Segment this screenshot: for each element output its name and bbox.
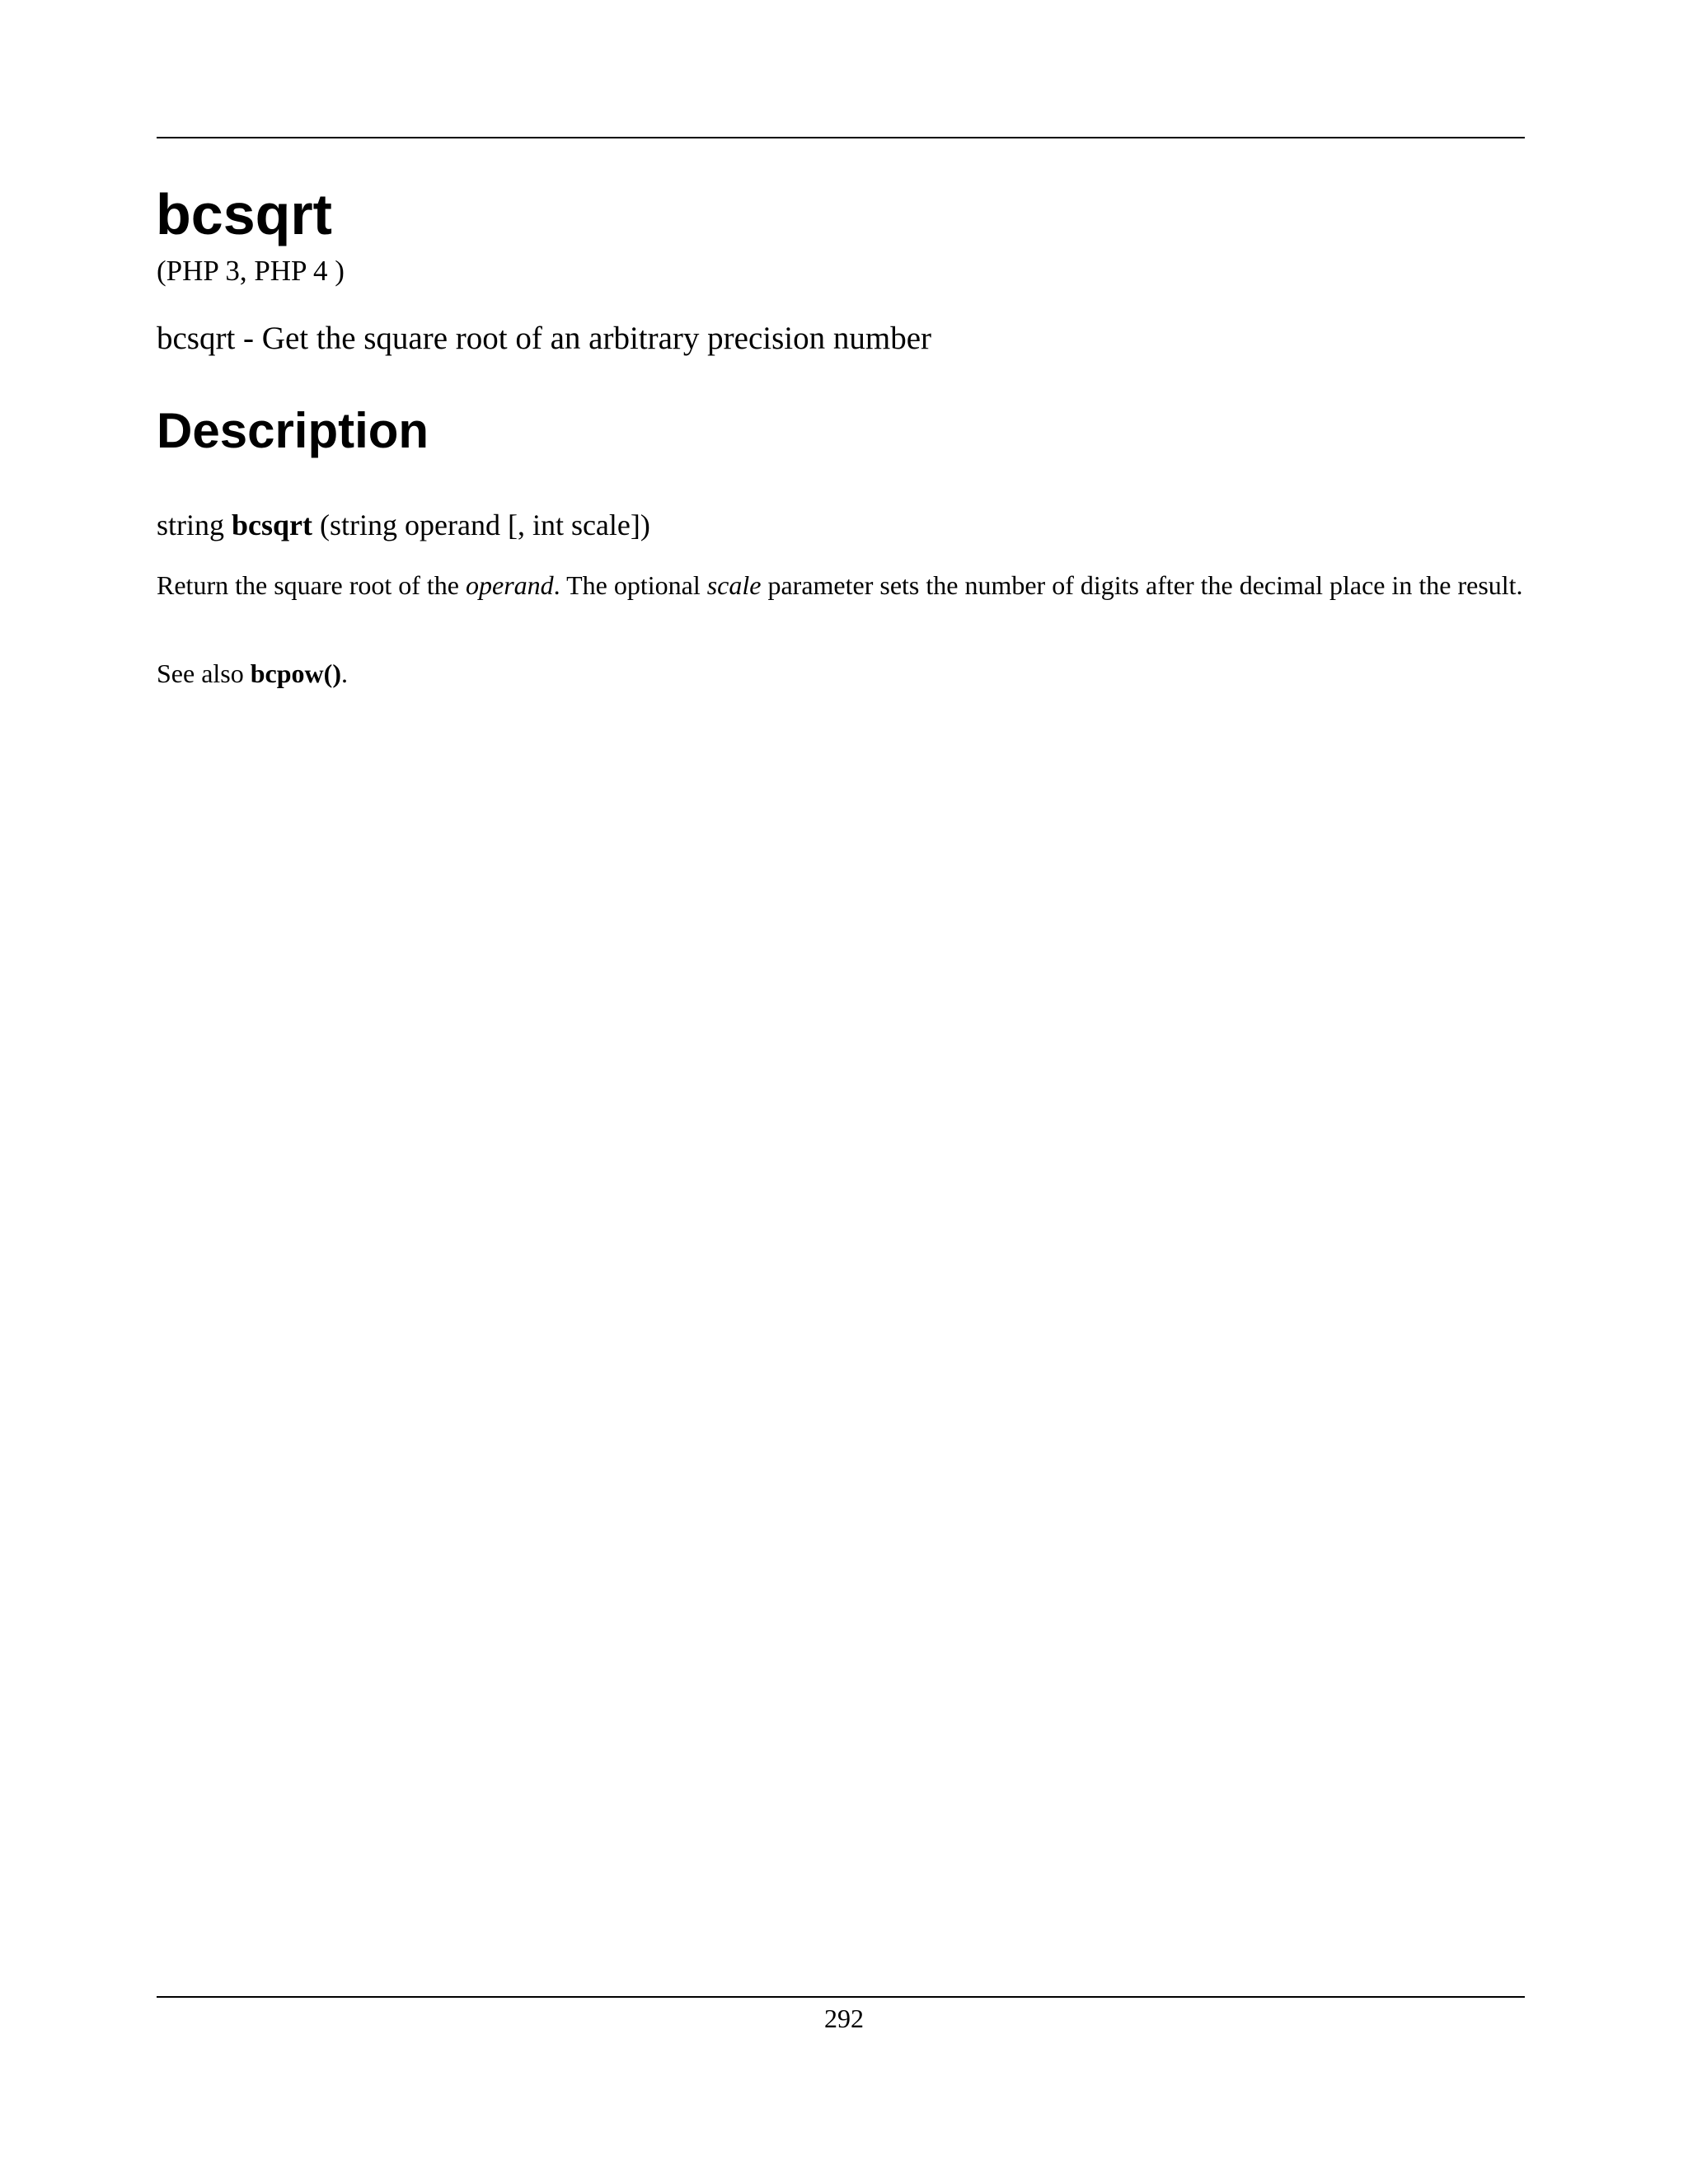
footer-rule [157, 1996, 1525, 1998]
description-heading: Description [157, 403, 429, 458]
header-rule [157, 137, 1525, 138]
return-description [157, 570, 1525, 600]
synopsis-function-name: bcsqrt [232, 509, 313, 541]
synopsis-params: (string operand [, int scale]) [320, 509, 650, 541]
return-text-1: Return the square root of the [157, 570, 466, 600]
page-number: 292 [824, 2004, 864, 2033]
see-also-suffix: . [340, 658, 348, 688]
see-also [157, 658, 1525, 688]
see-also-prefix: See also [157, 658, 251, 688]
param-operand: operand [466, 570, 554, 600]
synopsis-return-type: string [157, 509, 225, 541]
php-versions: (PHP 3, PHP 4 ) [157, 255, 345, 287]
return-text-2: . The optional [553, 570, 707, 600]
return-text-3: parameter sets the number of digits after the decimal place in the result. [761, 570, 1523, 600]
function-purpose: bcsqrt - Get the square root of an arbitrary precision number [157, 321, 931, 356]
function-title: bcsqrt [156, 182, 332, 246]
param-scale: scale [706, 570, 762, 600]
function-synopsis [157, 509, 650, 542]
see-also-link[interactable]: bcpow() [250, 658, 341, 688]
